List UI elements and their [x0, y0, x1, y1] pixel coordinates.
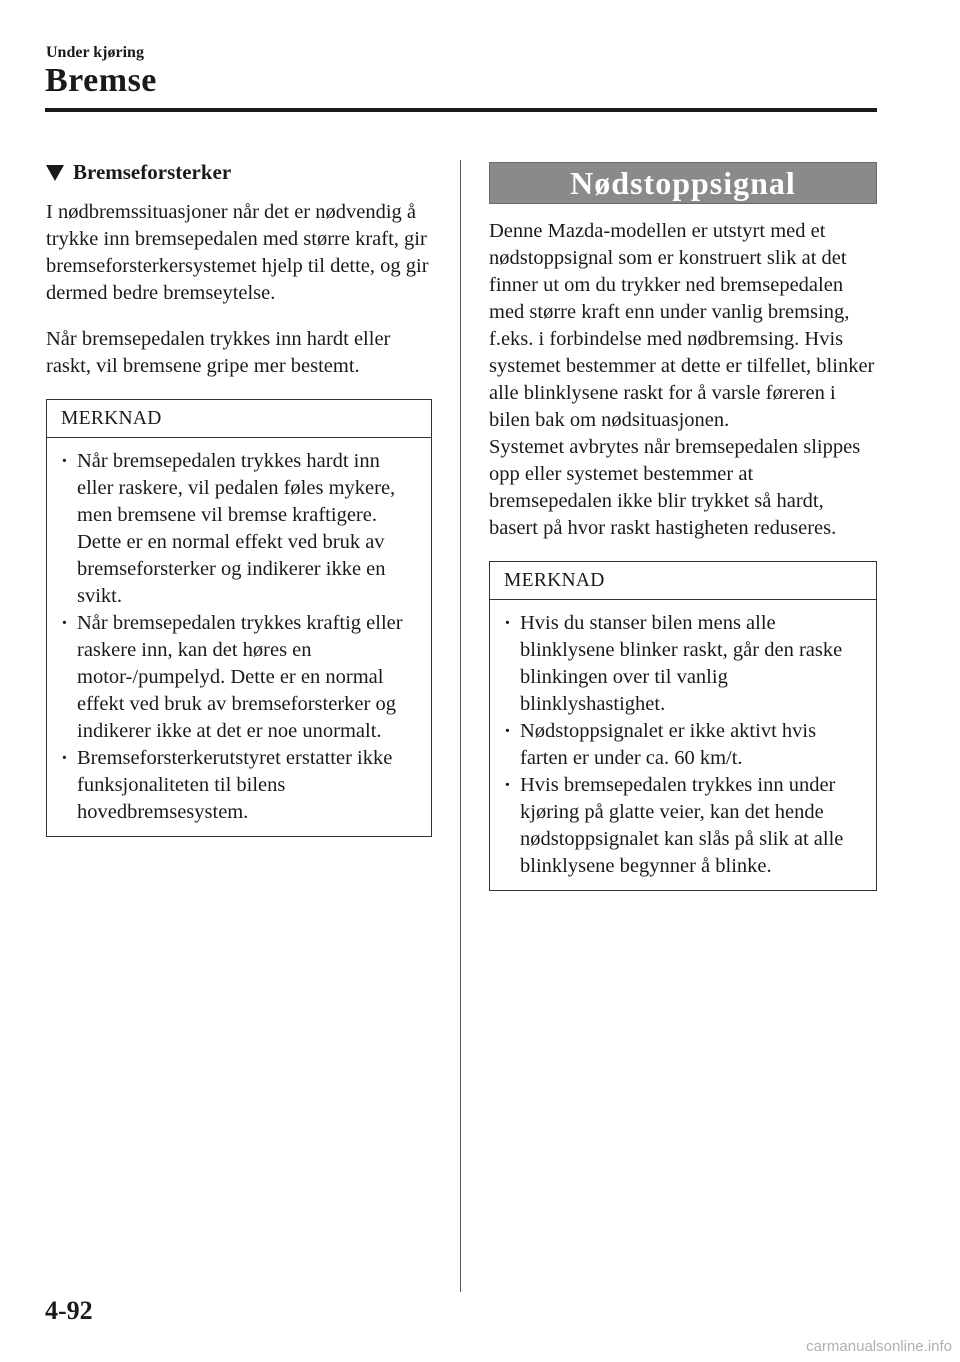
bullet-dot-icon: ·: [61, 612, 68, 634]
bullet-dot-icon: ·: [504, 774, 511, 796]
note-item-text: Bremseforsterkerutstyret erstatter ikke funksjonaliteten til bilens hovedbremsesystem.: [77, 747, 393, 823]
note-item: [61, 745, 419, 826]
note-item-text: Hvis bremsepedalen trykkes inn under kjøring på glatte veier, kan det hende nødstoppsignalet kan slås på slik at alle blinklysene begynner å blinke.: [520, 774, 844, 877]
note-item: [504, 772, 864, 880]
note-label: MERKNAD: [47, 400, 431, 438]
section-title: Bremse: [45, 62, 157, 99]
note-box: [46, 399, 432, 837]
paragraph: Når bremsepedalen trykkes inn hardt eller raskt, vil bremsene gripe mer bestemt.: [46, 328, 391, 377]
bullet-dot-icon: ·: [61, 747, 68, 769]
section-banner: Nødstoppsignal: [489, 162, 877, 204]
note-body: [490, 600, 876, 890]
note-item: [504, 718, 864, 772]
note-label: MERKNAD: [490, 562, 876, 600]
note-item: [61, 610, 419, 745]
left-column: [46, 160, 432, 837]
note-item: [61, 448, 419, 610]
triangle-down-icon: [46, 165, 64, 181]
right-column: [489, 162, 877, 891]
column-divider: [460, 160, 461, 1292]
paragraph: Denne Mazda-modellen er utstyrt med et nødstoppsignal som er konstruert slik at det finner ut om du trykker ned bremsepedalen med større kraft enn under vanlig bremsing, f.eks. i forbindelse med nødbremsing. Hvis systemet bestemmer at dette er tilfellet, blinker alle blinklysene raskt for å varsle føreren i bilen bak om nødsituasjonen.: [489, 220, 875, 431]
note-item-text: Når bremsepedalen trykkes kraftig eller raskere inn, kan det høres en motor-/pumpelyd. Dette er en normal effekt ved bruk av bremseforsterker og indikerer ikke at det er noe unormalt.: [77, 612, 403, 742]
header-rule: [45, 108, 877, 112]
note-body: [47, 438, 431, 836]
note-box: [489, 561, 877, 891]
bullet-dot-icon: ·: [504, 612, 511, 634]
note-item-text: Hvis du stanser bilen mens alle blinklysene blinker raskt, går den raske blinkingen over til vanlig blinklyshastighet.: [520, 612, 843, 715]
note-item-text: Nødstoppsignalet er ikke aktivt hvis farten er under ca. 60 km/t.: [520, 720, 817, 769]
paragraph: I nødbremssituasjoner når det er nødvendig å trykke inn bremsepedalen med større kraft, gir bremseforsterkersystemet hjelp til dette, og gir dermed bedre bremseytelse.: [46, 201, 429, 304]
watermark: carmanualsonline.info: [806, 1338, 952, 1355]
subsection-heading-text: Bremseforsterker: [73, 160, 232, 184]
bullet-dot-icon: ·: [504, 720, 511, 742]
note-item: [504, 610, 864, 718]
note-item-text: Når bremsepedalen trykkes hardt inn eller raskere, vil pedalen føles mykere, men bremsene vil bremse kraftigere. Dette er en normal effekt ved bruk av bremseforsterker og indikerer ikke en svikt.: [77, 450, 396, 607]
bullet-dot-icon: ·: [61, 450, 68, 472]
paragraph: Systemet avbrytes når bremsepedalen slippes opp eller systemet bestemmer at bremsepedalen ikke blir trykket så hardt, basert på hvor raskt hastigheten reduseres.: [489, 436, 861, 539]
chapter-label: Under kjøring: [46, 44, 144, 61]
subsection-heading: [46, 160, 432, 185]
page-number: 4-92: [45, 1296, 93, 1325]
